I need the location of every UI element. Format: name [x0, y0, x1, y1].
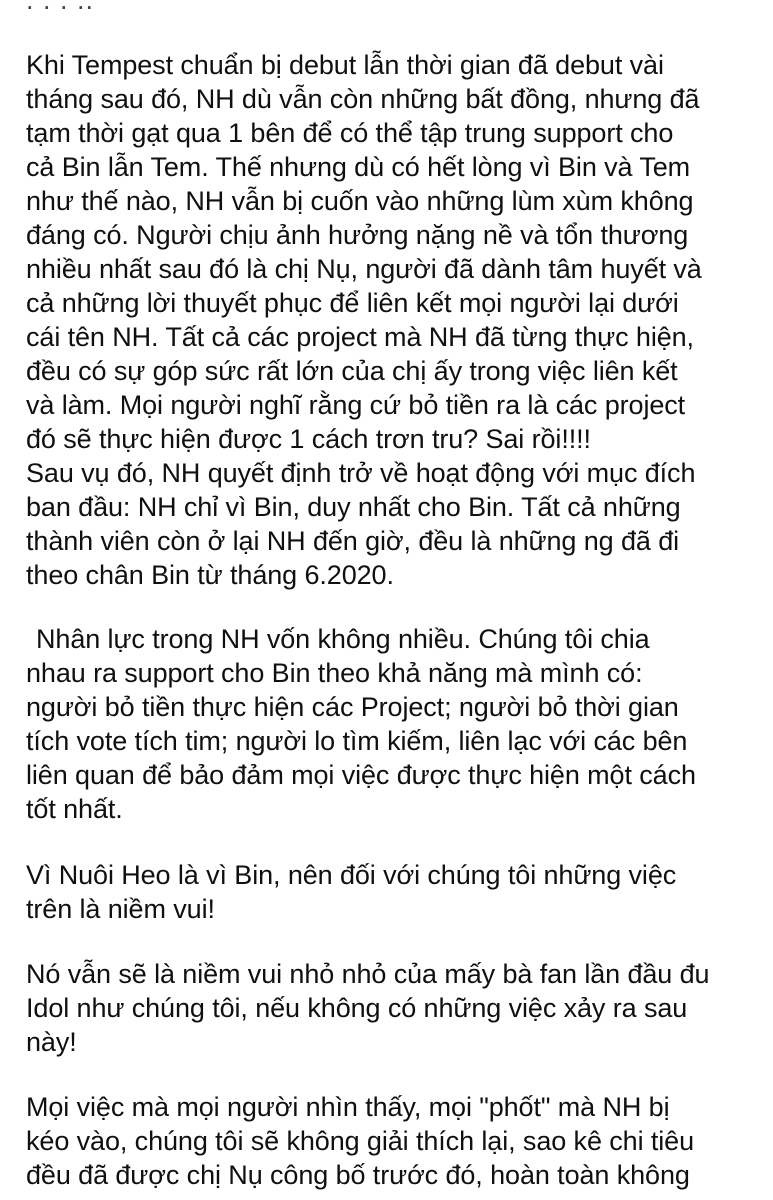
- text-line: ban đầu: NH chỉ vì Bin, duy nhất cho Bin. Tất cả những: [26, 492, 681, 522]
- text-line: nhau ra support cho Bin theo khả năng mà mình có:: [26, 658, 643, 688]
- text-line: Sau vụ đó, NH quyết định trở về hoạt động với mục đích: [26, 458, 696, 488]
- text-line: tháng sau đó, NH dù vẫn còn những bất đồng, nhưng đã: [26, 84, 700, 114]
- text-line: tích vote tích tim; người lo tìm kiếm, liên lạc với các bên: [26, 726, 688, 756]
- text-line: Nhân lực trong NH vốn không nhiều. Chúng tôi chia: [36, 624, 650, 654]
- text-line: Nó vẫn sẽ là niềm vui nhỏ nhỏ của mấy bà fan lần đầu đu: [26, 959, 710, 989]
- text-line: liên quan để bảo đảm mọi việc được thực hiện một cách: [26, 760, 696, 790]
- text-line: đều có sự góp sức rất lớn của chị ấy trong việc liên kết: [26, 356, 678, 386]
- text-line: cả những lời thuyết phục để liên kết mọi người lại dưới: [26, 288, 679, 318]
- text-line: trên là niềm vui!: [26, 894, 215, 924]
- text-line: thành viên còn ở lại NH đến giờ, đều là những ng đã đi: [26, 526, 680, 556]
- text-line: đáng có. Người chịu ảnh hưởng nặng nề và tổn thương: [26, 220, 689, 250]
- text-line: cả Bin lẫn Tem. Thế nhưng dù có hết lòng vì Bin và Tem: [26, 152, 691, 182]
- text-line: người bỏ tiền thực hiện các Project; người bỏ thời gian: [26, 692, 679, 722]
- text-line: Mọi việc mà mọi người nhìn thấy, mọi "phốt" mà NH bị: [26, 1092, 670, 1122]
- text-line: tốt nhất.: [26, 794, 123, 824]
- text-line: và làm. Mọi người nghĩ rằng cứ bỏ tiền ra là các project: [26, 390, 686, 420]
- text-line: Vì Nuôi Heo là vì Bin, nên đối với chúng tôi những việc: [26, 860, 677, 890]
- text-line: này!: [26, 1027, 77, 1057]
- text-line: kéo vào, chúng tôi sẽ không giải thích lại, sao kê chi tiêu: [26, 1126, 695, 1156]
- text-line: Idol như chúng tôi, nếu không có những việc xảy ra sau: [26, 993, 688, 1023]
- text-line: cái tên NH. Tất cả các project mà NH đã từng thực hiện,: [26, 322, 694, 352]
- text-line: đó sẽ thực hiện được 1 cách trơn tru? Sai rồi!!!!: [26, 424, 591, 454]
- truncated-previous-line: . . . ..: [26, 0, 95, 15]
- text-line: nhiều nhất sau đó là chị Nụ, người đã dành tâm huyết và: [26, 254, 702, 284]
- text-line: như thế nào, NH vẫn bị cuốn vào những lùm xùm không: [26, 186, 694, 216]
- text-line: đều đã được chị Nụ công bố trước đó, hoàn toàn không: [26, 1160, 690, 1190]
- text-line: tạm thời gạt qua 1 bên để có thể tập trung support cho: [26, 118, 674, 148]
- text-line: Khi Tempest chuẩn bị debut lẫn thời gian đã debut vài: [26, 50, 664, 80]
- text-line: theo chân Bin từ tháng 6.2020.: [26, 560, 394, 590]
